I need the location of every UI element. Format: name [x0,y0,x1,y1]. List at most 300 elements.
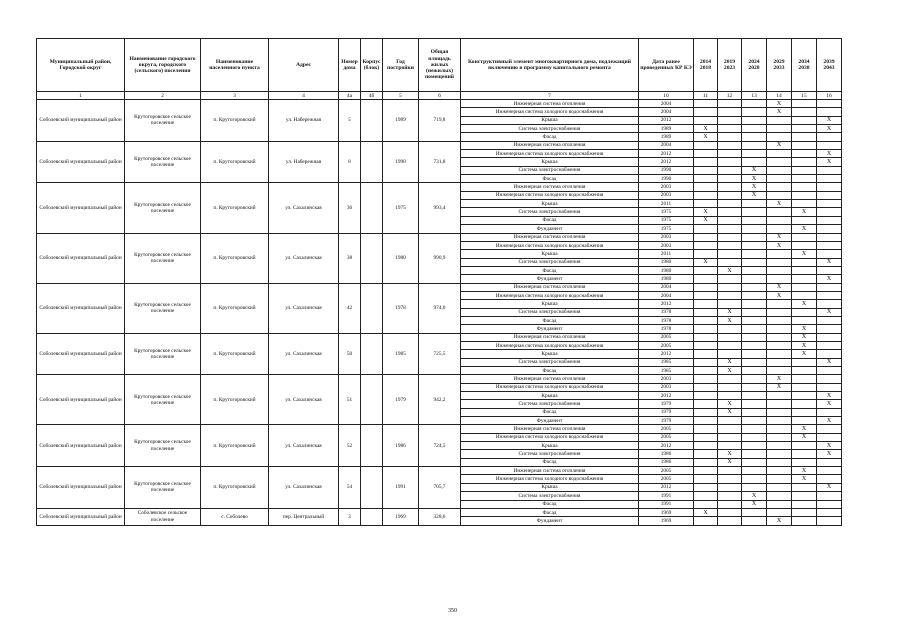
period-mark-cell: X [817,125,842,133]
period-mark-cell [694,150,718,158]
period-mark-cell [817,216,842,224]
period-mark-cell [718,216,742,224]
period-mark-cell [694,358,718,366]
settlement-cell: Крутогоровское сельское поселение [125,333,201,375]
period-mark-cell [792,442,817,450]
period-mark-cell [767,250,792,258]
period-mark-cell: X [792,333,817,341]
header-cell: 2034 2038 [792,39,817,92]
period-mark-cell [817,492,842,500]
period-mark-cell [718,158,742,166]
period-mark-cell [742,417,767,425]
element-cell: Крыша [461,483,639,491]
period-mark-cell [694,158,718,166]
period-mark-cell [694,283,718,291]
period-mark-cell [694,108,718,116]
period-mark-cell [718,475,742,483]
period-mark-cell: X [694,508,718,516]
prior-repair-date-cell: 2005 [639,333,694,341]
prior-repair-date-cell: 1975 [639,216,694,224]
period-mark-cell [718,133,742,141]
period-mark-cell: X [817,392,842,400]
prior-repair-date-cell: 1978 [639,325,694,333]
period-mark-cell [767,400,792,408]
period-mark-cell [718,108,742,116]
header-cell: Адрес [269,39,339,92]
period-mark-cell [718,508,742,516]
street-cell: ул. Сахалинская [269,425,339,467]
period-mark-cell [742,341,767,349]
period-mark-cell [767,333,792,341]
period-mark-cell [792,400,817,408]
period-mark-cell [694,225,718,233]
prior-repair-date-cell: 1985 [639,367,694,375]
period-mark-cell [742,375,767,383]
period-mark-cell [767,350,792,358]
build-year-cell: 1985 [383,333,419,375]
period-mark-cell [792,216,817,224]
period-mark-cell [742,200,767,208]
settlement-cell: Крутогоровское сельское поселение [125,283,201,333]
period-mark-cell: X [694,133,718,141]
period-mark-cell [767,325,792,333]
column-number-cell: 2 [125,92,201,100]
column-number-cell: 3 [201,92,269,100]
prior-repair-date-cell: 1989 [639,133,694,141]
locality-cell: п. Крутогоровский [201,425,269,467]
header-cell: Муниципальный район, Городской округ [37,39,125,92]
period-mark-cell [792,316,817,324]
locality-cell: п. Крутогоровский [201,375,269,425]
period-mark-cell [767,191,792,199]
prior-repair-date-cell: 2003 [639,383,694,391]
period-mark-cell [767,358,792,366]
period-mark-cell [742,408,767,416]
period-mark-cell [817,266,842,274]
period-mark-cell: X [767,200,792,208]
column-number-row [37,92,842,100]
period-mark-cell [767,266,792,274]
period-mark-cell: X [792,300,817,308]
period-mark-cell [767,300,792,308]
period-mark-cell [817,475,842,483]
element-cell: Фасад [461,367,639,375]
settlement-cell: Крутогоровское сельское поселение [125,141,201,183]
settlement-cell: Крутогоровское сельское поселение [125,183,201,233]
area-cell: 731,8 [419,141,461,183]
period-mark-cell [817,225,842,233]
period-mark-cell [767,116,792,124]
period-mark-cell [694,325,718,333]
period-mark-cell [694,233,718,241]
period-mark-cell [694,433,718,441]
street-cell: ул. Сахалинская [269,283,339,333]
period-mark-cell [718,325,742,333]
column-number-cell: 5 [383,92,419,100]
period-mark-cell: X [694,125,718,133]
period-mark-cell [718,291,742,299]
period-mark-cell [742,125,767,133]
column-number-cell: 4а [339,92,361,100]
period-mark-cell [742,316,767,324]
column-number-cell: 12 [718,92,742,100]
period-mark-cell [817,367,842,375]
settlement-cell: Крутогоровское сельское поселение [125,375,201,425]
period-mark-cell [742,483,767,491]
prior-repair-date-cell: 1980 [639,258,694,266]
period-mark-cell [792,308,817,316]
period-mark-cell [742,333,767,341]
period-mark-cell: X [792,467,817,475]
element-cell: Инженерная система холодного водоснабжения [461,291,639,299]
period-mark-cell [718,241,742,249]
period-mark-cell [694,492,718,500]
period-mark-cell [817,467,842,475]
period-mark-cell: X [792,225,817,233]
period-mark-cell [718,233,742,241]
period-mark-cell [817,175,842,183]
build-year-cell: 1986 [383,425,419,467]
period-mark-cell [817,191,842,199]
prior-repair-date-cell: 2005 [639,433,694,441]
period-mark-cell [694,275,718,283]
element-cell: Инженерная система отопления [461,141,639,149]
element-cell: Фасад [461,458,639,466]
element-cell: Фундамент [461,417,639,425]
district-cell: Соболевский муниципальный район [37,333,125,375]
period-mark-cell [742,475,767,483]
period-mark-cell [792,458,817,466]
table-body [37,100,842,526]
prior-repair-date-cell: 2004 [639,141,694,149]
period-mark-cell: X [817,450,842,458]
district-cell: Соболевский муниципальный район [37,283,125,333]
period-mark-cell [718,433,742,441]
period-mark-cell [767,275,792,283]
period-mark-cell [694,450,718,458]
period-mark-cell [742,108,767,116]
table-row [37,100,842,108]
prior-repair-date-cell: 2011 [639,250,694,258]
prior-repair-date-cell: 1975 [639,208,694,216]
element-cell: Инженерная система отопления [461,100,639,108]
element-cell: Инженерная система холодного водоснабжения [461,341,639,349]
period-mark-cell [817,517,842,525]
element-cell: Фасад [461,175,639,183]
period-mark-cell [792,183,817,191]
period-mark-cell [718,517,742,525]
build-year-cell: 1969 [383,508,419,525]
table-row [37,375,842,383]
period-mark-cell [792,150,817,158]
period-mark-cell [718,333,742,341]
prior-repair-date-cell: 1969 [639,517,694,525]
table-row [37,508,842,516]
period-mark-cell [742,400,767,408]
period-mark-cell [767,392,792,400]
period-mark-cell [792,125,817,133]
page-number: 350 [448,608,457,614]
period-mark-cell [694,367,718,375]
period-mark-cell [694,308,718,316]
locality-cell: п. Крутогоровский [201,233,269,283]
element-cell: Система электроснабжения [461,258,639,266]
period-mark-cell [694,175,718,183]
period-mark-cell [694,417,718,425]
street-cell: ул. Сахалинская [269,333,339,375]
header-cell: 2039 2043 [817,39,842,92]
period-mark-cell [817,108,842,116]
period-mark-cell [792,508,817,516]
period-mark-cell: X [792,425,817,433]
period-mark-cell: X [742,191,767,199]
locality-cell: п. Крутогоровский [201,467,269,509]
period-mark-cell [817,325,842,333]
street-cell: ул. Сахалинская [269,183,339,233]
period-mark-cell [792,108,817,116]
period-mark-cell: X [792,208,817,216]
period-mark-cell [718,341,742,349]
district-cell: Соболевский муниципальный район [37,183,125,233]
prior-repair-date-cell: 1979 [639,400,694,408]
district-cell: Соболевский муниципальный район [37,425,125,467]
period-mark-cell: X [817,150,842,158]
settlement-cell: Крутогоровское сельское поселение [125,233,201,283]
block-cell [361,100,383,142]
period-mark-cell [742,383,767,391]
period-mark-cell [694,291,718,299]
house-number-cell: 3 [339,508,361,525]
period-mark-cell [792,367,817,375]
period-mark-cell [742,367,767,375]
period-mark-cell [718,250,742,258]
period-mark-cell: X [767,100,792,108]
period-mark-cell [718,275,742,283]
period-mark-cell: X [767,283,792,291]
period-mark-cell [792,358,817,366]
period-mark-cell [792,275,817,283]
period-mark-cell: X [792,341,817,349]
period-mark-cell [742,508,767,516]
period-mark-cell [742,116,767,124]
period-mark-cell: X [817,483,842,491]
period-mark-cell [694,375,718,383]
period-mark-cell: X [742,492,767,500]
period-mark-cell: X [718,400,742,408]
period-mark-cell [792,133,817,141]
period-mark-cell [742,266,767,274]
build-year-cell: 1980 [383,233,419,283]
block-cell [361,283,383,333]
element-cell: Фундамент [461,225,639,233]
period-mark-cell: X [767,375,792,383]
period-mark-cell [694,116,718,124]
period-mark-cell: X [817,116,842,124]
element-cell: Инженерная система холодного водоснабжения [461,108,639,116]
prior-repair-date-cell: 2003 [639,191,694,199]
build-year-cell: 1991 [383,467,419,509]
period-mark-cell [742,158,767,166]
period-mark-cell [792,492,817,500]
period-mark-cell [742,425,767,433]
period-mark-cell [718,150,742,158]
prior-repair-date-cell: 2012 [639,116,694,124]
settlement-cell: Крутогоровское сельское поселение [125,467,201,509]
element-cell: Инженерная система холодного водоснабжения [461,383,639,391]
element-cell: Фасад [461,216,639,224]
period-mark-cell: X [817,275,842,283]
element-cell: Крыша [461,300,639,308]
prior-repair-date-cell: 1980 [639,275,694,283]
area-cell: 719,8 [419,100,461,142]
period-mark-cell [718,483,742,491]
period-mark-cell: X [767,141,792,149]
period-mark-cell [767,316,792,324]
prior-repair-date-cell: 2005 [639,467,694,475]
period-mark-cell [694,442,718,450]
element-cell: Крыша [461,250,639,258]
period-mark-cell [694,500,718,508]
element-cell: Инженерная система отопления [461,233,639,241]
prior-repair-date-cell: 2012 [639,150,694,158]
period-mark-cell [742,291,767,299]
build-year-cell: 1975 [383,183,419,233]
period-mark-cell [767,408,792,416]
period-mark-cell [792,116,817,124]
house-number-cell: 51 [339,375,361,425]
area-cell: 328,6 [419,508,461,525]
period-mark-cell [742,258,767,266]
period-mark-cell: X [718,308,742,316]
element-cell: Инженерная система отопления [461,375,639,383]
settlement-cell: Крутогоровское сельское поселение [125,100,201,142]
period-mark-cell [718,166,742,174]
locality-cell: п. Крутогоровский [201,141,269,183]
period-mark-cell [767,450,792,458]
period-mark-cell [694,408,718,416]
period-mark-cell [742,450,767,458]
element-cell: Система электроснабжения [461,166,639,174]
element-cell: Инженерная система холодного водоснабжения [461,475,639,483]
period-mark-cell: X [792,475,817,483]
period-mark-cell [817,433,842,441]
period-mark-cell [817,350,842,358]
period-mark-cell [694,183,718,191]
period-mark-cell [817,100,842,108]
period-mark-cell [792,166,817,174]
street-cell: ул. Сахалинская [269,233,339,283]
period-mark-cell: X [817,442,842,450]
period-mark-cell [742,517,767,525]
period-mark-cell [742,442,767,450]
prior-repair-date-cell: 2003 [639,375,694,383]
prior-repair-date-cell: 1991 [639,500,694,508]
element-cell: Инженерная система отопления [461,467,639,475]
area-cell: 942,2 [419,375,461,425]
period-mark-cell [767,258,792,266]
column-number-cell: 1 [37,92,125,100]
period-mark-cell [694,425,718,433]
element-cell: Система электроснабжения [461,358,639,366]
block-cell [361,425,383,467]
house-number-cell: 50 [339,333,361,375]
house-number-cell: 42 [339,283,361,333]
element-cell: Инженерная система холодного водоснабжения [461,150,639,158]
period-mark-cell [742,216,767,224]
period-mark-cell [694,383,718,391]
block-cell [361,183,383,233]
header-cell: Год постройки [383,39,419,92]
period-mark-cell: X [817,158,842,166]
header-cell: Конструктивный элемент многоквартирного дома, подлежащий включению в программу капитального ремонта [461,39,639,92]
block-cell [361,141,383,183]
element-cell: Фасад [461,266,639,274]
prior-repair-date-cell: 2012 [639,350,694,358]
house-number-cell: 54 [339,467,361,509]
period-mark-cell [792,283,817,291]
block-cell [361,508,383,525]
period-mark-cell [718,467,742,475]
period-mark-cell [718,200,742,208]
period-mark-cell [817,283,842,291]
period-mark-cell [742,225,767,233]
period-mark-cell [817,300,842,308]
period-mark-cell [792,100,817,108]
period-mark-cell [694,475,718,483]
element-cell: Инженерная система отопления [461,183,639,191]
period-mark-cell [718,125,742,133]
district-cell: Соболевский муниципальный район [37,141,125,183]
period-mark-cell [718,225,742,233]
street-cell: ул. Сахалинская [269,467,339,509]
prior-repair-date-cell: 2012 [639,300,694,308]
period-mark-cell [817,316,842,324]
area-cell: 724,5 [419,425,461,467]
header-cell: Дата ранее проведенных КР КЭ [639,39,694,92]
period-mark-cell [817,291,842,299]
period-mark-cell: X [742,166,767,174]
table-row [37,283,842,291]
district-cell: Соболевский муниципальный район [37,100,125,142]
period-mark-cell [742,458,767,466]
table-row [37,425,842,433]
period-mark-cell [817,250,842,258]
locality-cell: п. Крутогоровский [201,283,269,333]
prior-repair-date-cell: 1980 [639,266,694,274]
table-row [37,141,842,149]
block-cell [361,375,383,425]
period-mark-cell [767,433,792,441]
prior-repair-date-cell: 1969 [639,508,694,516]
period-mark-cell [767,183,792,191]
period-mark-cell [792,175,817,183]
period-mark-cell [718,350,742,358]
header-cell: Наименование городского округа, городского (сельского) поселения [125,39,201,92]
period-mark-cell [817,141,842,149]
prior-repair-date-cell: 2012 [639,483,694,491]
period-mark-cell: X [792,325,817,333]
period-mark-cell [718,417,742,425]
period-mark-cell [767,150,792,158]
period-mark-cell [694,392,718,400]
prior-repair-date-cell: 1990 [639,166,694,174]
period-mark-cell [817,375,842,383]
period-mark-cell [817,166,842,174]
area-cell: 993,4 [419,183,461,233]
element-cell: Крыша [461,158,639,166]
element-cell: Инженерная система холодного водоснабжения [461,191,639,199]
period-mark-cell [767,158,792,166]
